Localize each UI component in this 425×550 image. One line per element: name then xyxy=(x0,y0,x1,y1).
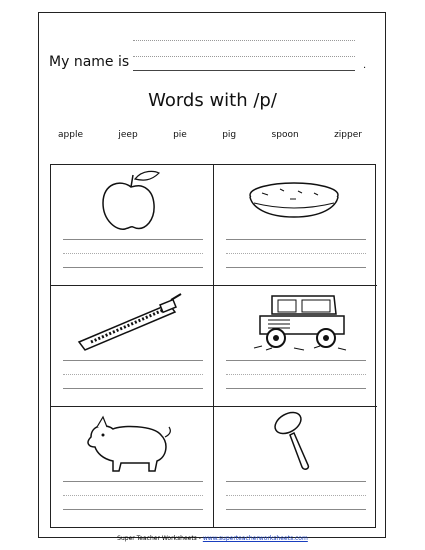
write-line-base[interactable] xyxy=(226,267,366,268)
cell-pie xyxy=(214,165,377,286)
write-line-mid xyxy=(226,374,366,375)
write-line-top xyxy=(226,481,366,482)
pie-picture xyxy=(214,165,377,235)
write-line-mid xyxy=(63,374,203,375)
write-line-base[interactable] xyxy=(63,267,203,268)
cell-pig xyxy=(51,407,214,528)
write-line-top xyxy=(226,360,366,361)
write-line-mid xyxy=(63,495,203,496)
footer xyxy=(0,535,425,542)
word-bank-item: apple xyxy=(58,130,83,140)
spoon-picture xyxy=(214,407,377,477)
footer-separator: - xyxy=(198,535,201,542)
write-line-top xyxy=(226,239,366,240)
write-line-top xyxy=(63,481,203,482)
word-bank-item: jeep xyxy=(118,130,138,140)
write-line-base[interactable] xyxy=(63,388,203,389)
write-line-base[interactable] xyxy=(226,509,366,510)
write-line-base[interactable] xyxy=(63,509,203,510)
name-guide-mid xyxy=(133,56,355,57)
write-line-top xyxy=(63,239,203,240)
word-bank-item: pig xyxy=(222,130,237,140)
cell-apple xyxy=(51,165,214,286)
write-line-base[interactable] xyxy=(226,388,366,389)
write-line-mid xyxy=(63,253,203,254)
jeep-picture xyxy=(214,286,377,356)
cell-jeep xyxy=(214,286,377,407)
word-bank-item: spoon xyxy=(271,130,299,140)
pig-picture xyxy=(51,407,214,477)
apple-picture xyxy=(51,165,214,235)
write-line-mid xyxy=(226,495,366,496)
name-guide-top xyxy=(133,40,355,41)
picture-grid xyxy=(50,164,376,528)
write-line-top xyxy=(63,360,203,361)
write-line-mid xyxy=(226,253,366,254)
name-period: . xyxy=(363,60,367,71)
name-label: My name is xyxy=(49,54,130,70)
zipper-picture xyxy=(51,286,214,356)
worksheet-title: Words with /p/ xyxy=(148,90,277,111)
word-bank xyxy=(40,130,380,140)
word-bank-item: zipper xyxy=(334,130,362,140)
footer-site: Super Teacher Worksheets xyxy=(117,535,197,542)
word-bank-item: pie xyxy=(173,130,187,140)
cell-zipper xyxy=(51,286,214,407)
footer-link[interactable]: www.superteacherworksheets.com xyxy=(202,535,308,542)
name-write-line[interactable] xyxy=(133,70,355,71)
cell-spoon xyxy=(214,407,377,528)
